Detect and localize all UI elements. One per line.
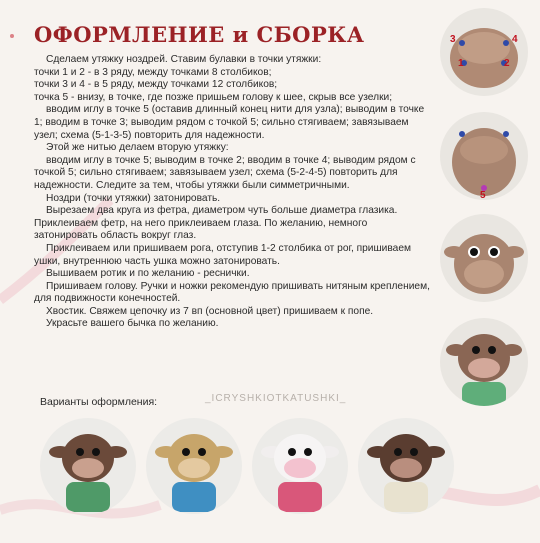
head-illustration — [440, 112, 528, 200]
bull-illustration — [252, 418, 348, 514]
paragraph: Пришиваем голову. Ручки и ножки рекомендую пришивать нитяным креплением, для подвижности конечностей. — [34, 280, 430, 305]
step-photo-tightening — [440, 112, 528, 200]
paragraph: точки 1 и 2 - в 3 ряду, между точками 8 столбиков; — [34, 66, 272, 78]
step-photo-eyes-horns — [440, 214, 528, 302]
paragraph: вводим иглу в точке 5; выводим в точке 2; вводим в точке 4; выводим рядом с точкой 5; сильно стягиваем; завязываем узел; схема (5-2-4-5) повторить для надежности. Следите за тем, чтобы утяжки были симметричными. — [34, 154, 416, 191]
paragraph: Вышиваем ротик и по желанию - реснички. — [46, 268, 250, 280]
marker-5: 5 — [480, 190, 486, 200]
bull-illustration — [440, 318, 528, 406]
paragraph: Этой же нитью делаем вторую утяжку: — [46, 142, 229, 154]
variant-photo-tan — [146, 418, 242, 514]
paragraph: Украсьте вашего бычка по желанию. — [46, 318, 219, 330]
paragraph: Сделаем утяжку ноздрей. Ставим булавки в точки утяжки: — [46, 54, 322, 65]
head-illustration — [440, 214, 528, 302]
marker-4: 4 — [512, 34, 518, 45]
instructions-text — [34, 54, 432, 331]
marker-2: 2 — [504, 58, 510, 69]
variant-photo-white — [252, 418, 348, 514]
variant-photo-brown — [40, 418, 136, 514]
variants-label: Варианты оформления: — [40, 396, 158, 408]
paragraph: Ноздри (точки утяжки) затонировать. — [46, 192, 221, 204]
bull-illustration — [40, 418, 136, 514]
marker-1: 1 — [458, 58, 464, 69]
step-photo-assembled — [440, 318, 528, 406]
variant-photo-dark — [358, 418, 454, 514]
paragraph: Вырезаем два круга из фетра, диаметром чуть больше диаметра глазика. Приклеиваем фетр, на него приклеиваем глаза. По желанию, немного затонировать область вокруг глаз. — [34, 205, 398, 242]
paragraph: Хвостик. Свяжем цепочку из 7 вп (основной цвет) пришиваем к попе. — [46, 305, 374, 317]
paragraph: Приклеиваем или пришиваем рога, отступив 1-2 столбика от рог, пришиваем ушки, внутреннюю часть ушка можно затонировать. — [34, 242, 411, 267]
bull-illustration — [358, 418, 454, 514]
watermark: _ICRYSHKIOTKATUSHKI_ — [205, 393, 347, 404]
page-title: ОФОРМЛЕНИЕ и СБОРКА — [34, 22, 365, 47]
marker-3: 3 — [450, 34, 456, 45]
bull-illustration — [146, 418, 242, 514]
step-photo-nostril-pins — [440, 8, 528, 96]
head-illustration — [440, 8, 528, 96]
paragraph: точка 5 - внизу, в точке, где позже пришьем голову к шее, скрыв все узелки; — [34, 91, 393, 103]
paragraph: точки 3 и 4 - в 5 ряду, между точками 12 столбиков; — [34, 79, 278, 91]
paragraph: вводим иглу в точке 5 (оставив длинный конец нити для узла); выводим в точке 1; вводим в точке 3; выводим рядом с точкой 5; сильно стягиваем; завязываем узел; схема (5-1-3-5) повторить для надежности. — [34, 104, 425, 141]
